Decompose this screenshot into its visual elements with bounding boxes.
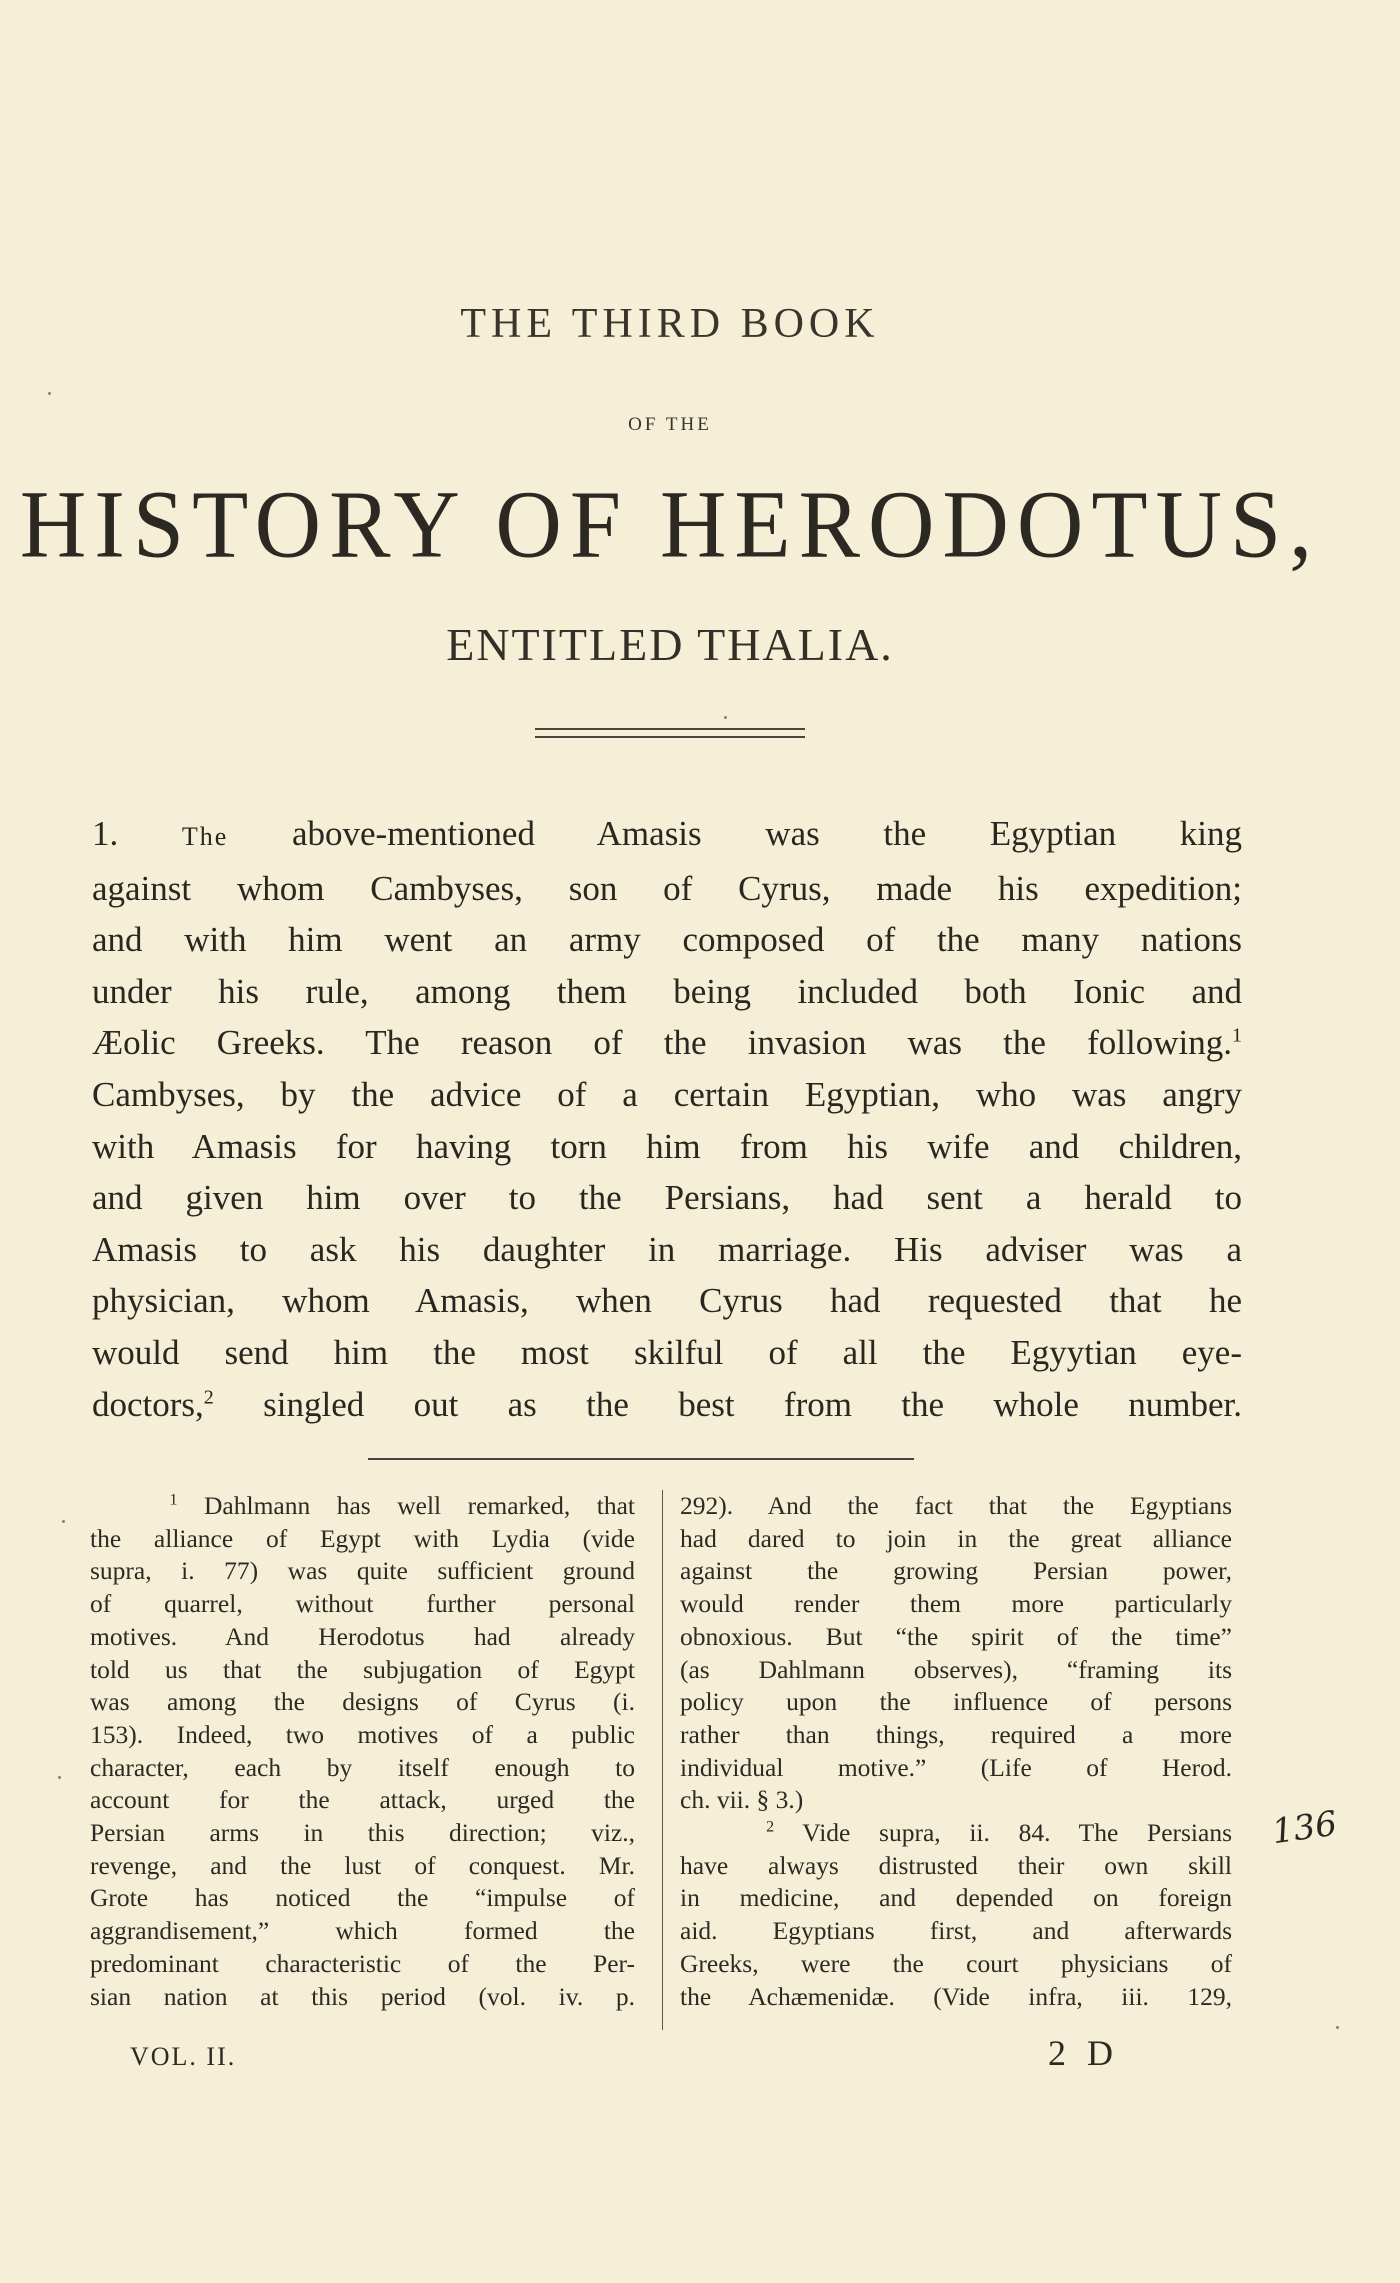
body-line: physician, whom Amasis, when Cyrus had requested that he xyxy=(92,1281,1242,1321)
footnote-column-right xyxy=(680,1490,1232,2013)
footnote-line: (as Dahlmann observes), “framing its xyxy=(680,1654,1232,1684)
footnote-line: ch. vii. § 3.) xyxy=(680,1785,804,1815)
footnote-line: against the growing Persian power, xyxy=(680,1556,1232,1586)
footnote-line: supra, i. 77) was quite sufficient ground xyxy=(90,1556,635,1586)
volume-label: VOL. II. xyxy=(130,2042,237,2071)
body-line: under his rule, among them being included both Ionic and xyxy=(92,971,1242,1011)
paper-speck xyxy=(1336,2026,1339,2029)
footnote-line: aid. Egyptians first, and afterwards xyxy=(680,1916,1232,1946)
footnote-line: aggrandisement,” which formed the xyxy=(90,1916,635,1946)
footnote-line: 292). And the fact that the Egyptians xyxy=(680,1491,1232,1520)
body-line xyxy=(92,1379,1242,1431)
footnote-column-left xyxy=(90,1490,635,2013)
body-line-text: above-mentioned Amasis was the Egyptian king xyxy=(228,814,1243,853)
paper-speck xyxy=(58,1776,61,1779)
footnote-line: sian nation at this period (vol. iv. p. xyxy=(90,1981,635,2011)
footnote-line: the Achæmenidæ. (Vide infra, iii. 129, xyxy=(680,1981,1232,2011)
footnote-line: motives. And Herodotus had already xyxy=(90,1621,635,1651)
footnote-column-divider xyxy=(662,1490,663,2030)
footnote-line: had dared to join in the great alliance xyxy=(680,1523,1232,1553)
body-line: against whom Cambyses, son of Cyrus, made his expedition; xyxy=(92,868,1242,908)
footnote-line: revenge, and the lust of conquest. Mr. xyxy=(90,1850,635,1880)
footnote-line: would render them more particularly xyxy=(680,1589,1232,1619)
body-line: Cambyses, by the advice of a certain Egyptian, who was angry xyxy=(92,1074,1242,1114)
footnote-rule xyxy=(368,1458,914,1460)
body-line-text: singled out as the best from the whole number. xyxy=(213,1384,1242,1424)
footnote-line: Persian arms in this direction; viz., xyxy=(90,1818,635,1848)
footnote-text: Dahlmann has well remarked, that xyxy=(177,1491,635,1520)
body-line: Amasis to ask his daughter in marriage. His adviser was a xyxy=(92,1229,1242,1269)
body-line-text: doctors, xyxy=(92,1384,204,1424)
small-caps-word: The xyxy=(181,822,229,851)
subtitle: ENTITLED THALIA. xyxy=(446,619,894,670)
footnote-line: of quarrel, without further personal xyxy=(90,1589,635,1619)
body-line xyxy=(92,1017,1242,1069)
paper-speck xyxy=(724,716,727,719)
footnote-marker-1: 1 xyxy=(169,1491,178,1509)
footnote-line: the alliance of Egypt with Lydia (vide xyxy=(90,1523,635,1553)
handwritten-annotation: 136 xyxy=(1269,1803,1340,1853)
footnote-line: obnoxious. But “the spirit of the time” xyxy=(680,1621,1232,1651)
book-title: THE THIRD BOOK xyxy=(460,301,880,347)
of-the-label: OF THE xyxy=(628,414,712,435)
footnote-line: policy upon the influence of persons xyxy=(680,1687,1232,1717)
paper-speck xyxy=(62,1520,65,1523)
body-line: would send him the most skilful of all the Egyytian eye- xyxy=(92,1332,1242,1372)
footnote-line: 153). Indeed, two motives of a public xyxy=(90,1719,635,1749)
footnote-line: character, each by itself enough to xyxy=(90,1752,635,1782)
section-number: 1. xyxy=(92,814,182,853)
body-line: with Amasis for having torn him from his wife and children, xyxy=(92,1126,1242,1166)
footnote-line: was among the designs of Cyrus (i. xyxy=(90,1687,635,1717)
body-line xyxy=(92,808,1242,863)
footnote-line: account for the attack, urged the xyxy=(90,1785,635,1815)
printer-signature: 2 D xyxy=(1048,2033,1119,2073)
footnote-line: told us that the subjugation of Egypt xyxy=(90,1654,635,1684)
footnote-ref-1: 1 xyxy=(1232,1024,1242,1047)
body-line: and given him over to the Persians, had sent a herald to xyxy=(92,1178,1242,1218)
footnote-line: Grote has noticed the “impulse of xyxy=(90,1883,635,1913)
footnote-line: Greeks, were the court physicians of xyxy=(680,1948,1232,1978)
footnote-line: predominant characteristic of the Per- xyxy=(90,1948,635,1978)
footnote-line: have always distrusted their own skill xyxy=(680,1850,1232,1880)
body-line: and with him went an army composed of the many nations xyxy=(92,920,1242,960)
main-title: HISTORY OF HERODOTUS, xyxy=(19,470,1321,578)
body-line-text: Æolic Greeks. The reason of the invasion was the following. xyxy=(92,1023,1232,1063)
footnote-line xyxy=(90,1490,635,1523)
main-paragraph xyxy=(92,808,1242,1430)
footnote-ref-2: 2 xyxy=(203,1385,214,1408)
footnote-line: in medicine, and depended on foreign xyxy=(680,1883,1232,1913)
footnote-marker-2: 2 xyxy=(766,1818,775,1836)
title-double-rule xyxy=(535,728,805,738)
footnote-text: Vide supra, ii. 84. The Persians xyxy=(774,1818,1233,1848)
paper-speck xyxy=(48,392,51,395)
footnote-line xyxy=(680,1817,1232,1850)
footnote-line: individual motive.” (Life of Herod. xyxy=(680,1752,1232,1782)
footnote-line: rather than things, required a more xyxy=(680,1719,1232,1749)
